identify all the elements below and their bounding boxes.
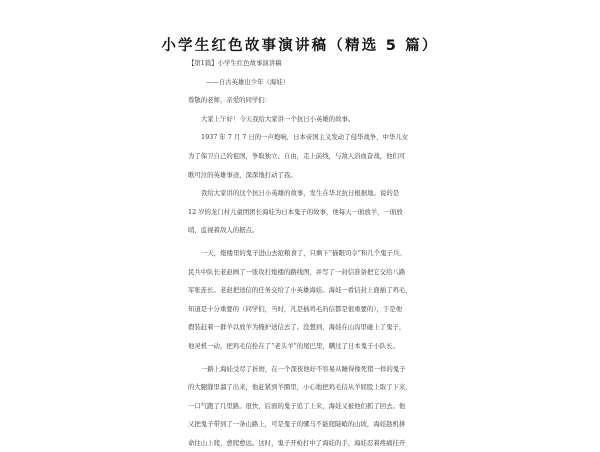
paragraph-line: 哨，监视着敌人的据点。 <box>188 226 259 235</box>
paragraph-line: 的大腿缝里溜了出来，他赶紧到羊圈里，小心地把鸡毛信从羊屁股上取了下来， <box>188 383 412 392</box>
paragraph-line: 他灵机一动，把鸡毛信拴在了“老头羊”的尾巴里，瞒过了日本鬼子小队长。 <box>188 341 400 350</box>
paragraph-line: 假装赶着一群羊以放羊为掩护送信去了。没想到，海娃在山沟里碰上了鬼子， <box>188 323 406 332</box>
paragraph-line: 民兵中队长老赵画了一张攻打炮楼的路线图，并写了一封信准备把它交给八路 <box>188 267 406 276</box>
paragraph-line: 歌可泣的英雄事迹，深深地打动了我。 <box>188 170 297 179</box>
document-title: 小学生红色故事演讲稿（精选 5 篇） <box>161 38 439 54</box>
paragraph-line: 又把鬼子带到了一条山路上，可是鬼子的骡马不能爬陡峭的山坡，海娃趁机拼 <box>188 420 406 429</box>
paragraph-line: 大家上午好！今天我给大家讲一个抗日小英雄的故事。 <box>201 114 355 123</box>
salutation: 尊敬的老师，亲爱的同学们： <box>188 96 272 105</box>
paragraph-line: 1937 年 7 月 7 日的一声炮响，日本帝国主义发动了侵华战争，中华儿女 <box>201 133 409 142</box>
paragraph-line: 一天，炮楼里的鬼子进山去抢粮食了，只剩下“猫眼司令”和几个鬼子兵。 <box>201 248 406 257</box>
paragraph-line: 一口气跑了几里路。很快，后面的鬼子追了上来，海娃又被他们抓了回去。他 <box>188 401 406 410</box>
paragraph-line: 军张连长。老赵把送信的任务交给了小英雄海娃。海娃一看信封上面插了鸡毛， <box>188 286 412 295</box>
paragraph-line: 我给大家讲的这个抗日小英雄的故事，发生在华北抗日根据地。说的是 <box>201 189 400 198</box>
paragraph-line: 一路上海娃受尽了折磨，在一个深夜他好不容易从睡得像死猪一样的鬼子 <box>201 364 406 373</box>
section-heading: 【第1篇】小学生红色故事演讲稿 <box>188 59 282 67</box>
paragraph-line: 12 岁的龙门村儿童团团长海娃为日本鬼子的故事，他每天一面放羊，一面放 <box>188 207 403 216</box>
document-body <box>188 54 420 452</box>
paragraph-line: 为了保卫自己的祖国，争取独立、自由，走上前线，与敌人浴血奋战，他们可 <box>188 151 406 160</box>
paragraph-line: 知道是十分重要的（同学们，当时，凡是插鸡毛的信都是很重要的），于是他 <box>188 304 403 313</box>
section-subtitle: ——自古英雄出少年（海娃） <box>206 77 290 86</box>
paragraph-line: 命往山上爬，愈爬愈远。这时，鬼子开枪打中了海娃的手，海娃忍着疼痛挂开 <box>188 438 406 447</box>
